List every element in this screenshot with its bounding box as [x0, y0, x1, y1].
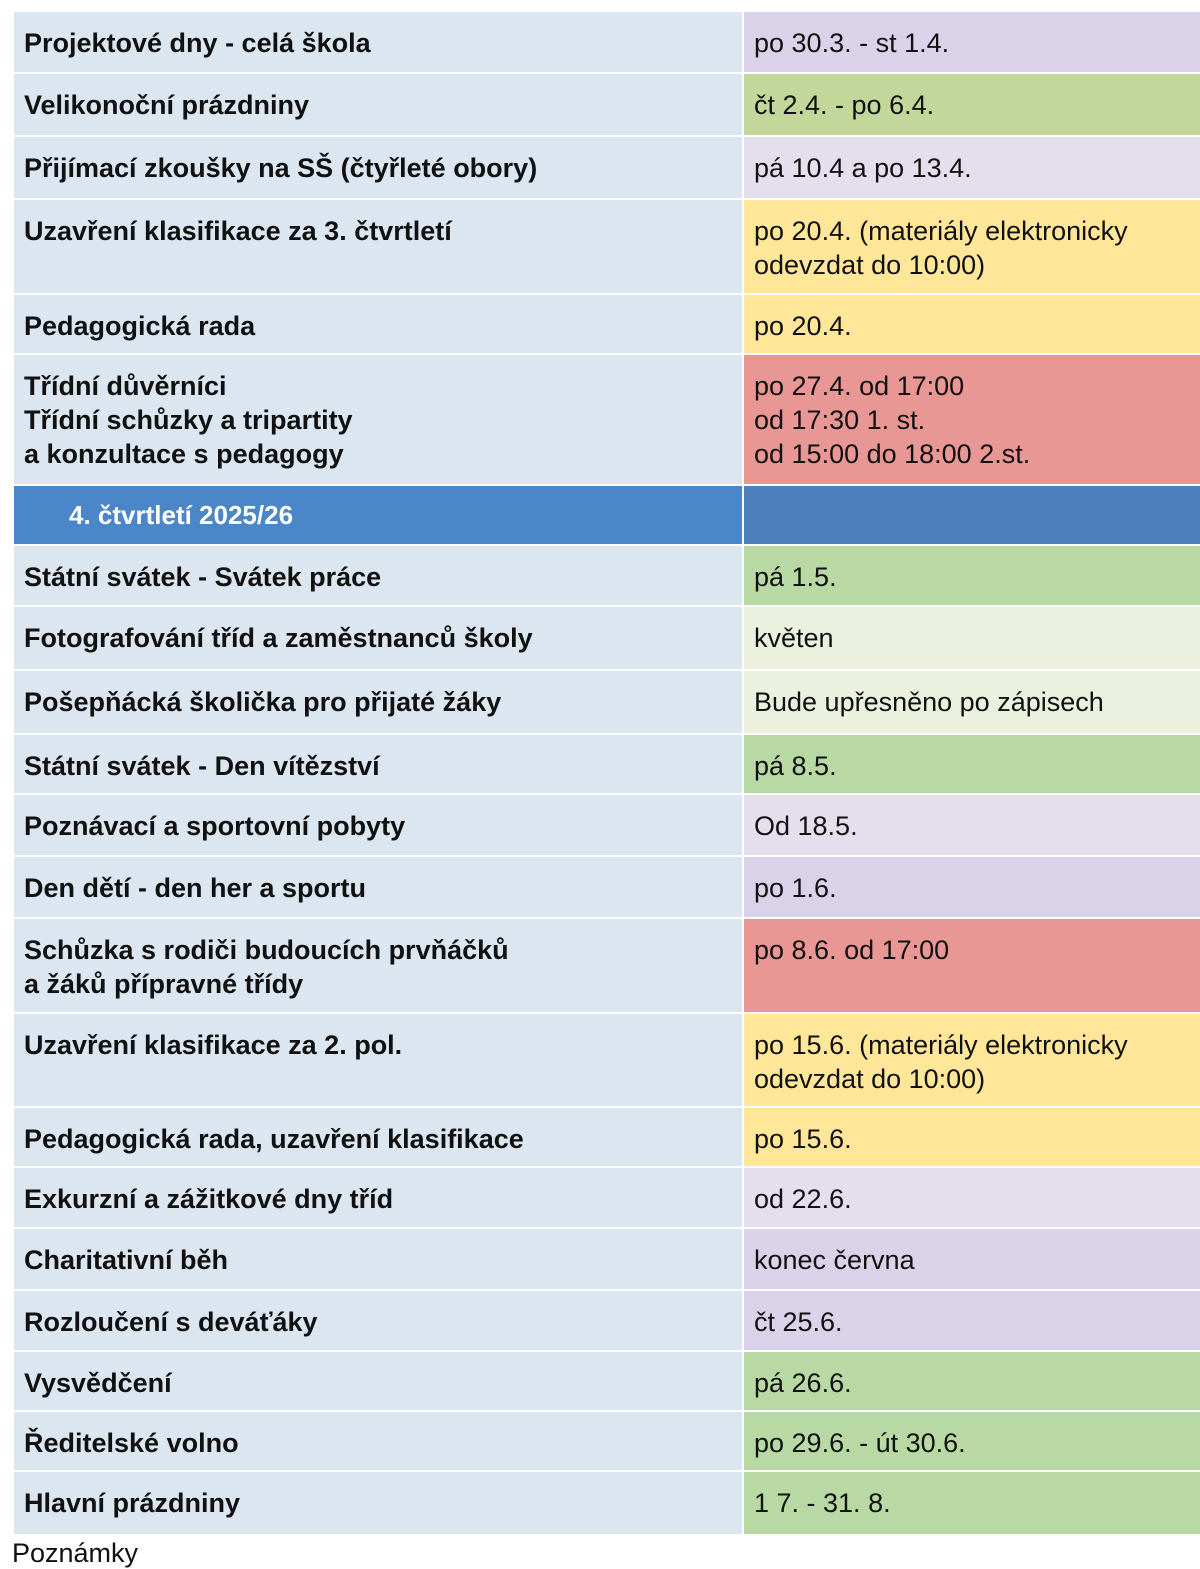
table-row	[13, 856, 1200, 918]
table-row	[13, 545, 1200, 606]
quarter-header: 4. čtvrtletí 2025/26	[13, 485, 743, 545]
event-cell: Hlavní prázdniny	[13, 1471, 743, 1535]
event-cell: Rozloučení s deváťáky	[13, 1290, 743, 1351]
table-row	[13, 354, 1200, 485]
table-row	[13, 1290, 1200, 1351]
table-row	[13, 1411, 1200, 1471]
event-cell: Charitativní běh	[13, 1228, 743, 1290]
date-cell: po 27.4. od 17:00 od 17:30 1. st. od 15:00 do 18:00 2.st.	[743, 354, 1200, 485]
date-cell: po 1.6.	[743, 856, 1200, 918]
date-cell: čt 25.6.	[743, 1290, 1200, 1351]
table-row	[13, 1013, 1200, 1107]
event-cell: Schůzka s rodiči budoucích prvňáčků a žáků přípravné třídy	[13, 918, 743, 1013]
table-row	[13, 606, 1200, 670]
event-cell: Uzavření klasifikace za 2. pol.	[13, 1013, 743, 1107]
date-cell: pá 1.5.	[743, 545, 1200, 606]
date-cell: Od 18.5.	[743, 794, 1200, 856]
date-cell: konec června	[743, 1228, 1200, 1290]
table-row	[13, 199, 1200, 294]
date-cell: květen	[743, 606, 1200, 670]
table-row	[13, 794, 1200, 856]
footer-notes-text: Poznámky	[12, 1538, 139, 1568]
table-row	[13, 1228, 1200, 1290]
event-cell: Státní svátek - Svátek práce	[13, 545, 743, 606]
school-calendar-table	[12, 10, 1200, 1536]
event-cell: Fotografování tříd a zaměstnanců školy	[13, 606, 743, 670]
table-row	[13, 1471, 1200, 1535]
date-cell: po 20.4.	[743, 294, 1200, 354]
date-cell: po 29.6. - út 30.6.	[743, 1411, 1200, 1471]
event-cell: Velikonoční prázdniny	[13, 73, 743, 136]
table-row	[13, 1107, 1200, 1167]
event-cell: Den dětí - den her a sportu	[13, 856, 743, 918]
date-cell: pá 26.6.	[743, 1351, 1200, 1411]
table-row	[13, 918, 1200, 1013]
date-cell: pá 8.5.	[743, 734, 1200, 794]
table-row	[13, 136, 1200, 199]
table-row	[13, 1351, 1200, 1411]
table-row	[13, 294, 1200, 354]
quarter-header-blank	[743, 485, 1200, 545]
event-cell: Pošepňácká školička pro přijaté žáky	[13, 670, 743, 734]
event-cell: Státní svátek - Den vítězství	[13, 734, 743, 794]
event-cell: Pedagogická rada, uzavření klasifikace	[13, 1107, 743, 1167]
date-cell: od 22.6.	[743, 1167, 1200, 1228]
date-cell: po 8.6. od 17:00	[743, 918, 1200, 1013]
event-cell: Projektové dny - celá škola	[13, 11, 743, 73]
event-cell: Vysvědčení	[13, 1351, 743, 1411]
event-cell: Pedagogická rada	[13, 294, 743, 354]
date-cell: Bude upřesněno po zápisech	[743, 670, 1200, 734]
event-cell: Třídní důvěrníci Třídní schůzky a tripartity a konzultace s pedagogy	[13, 354, 743, 485]
table-row	[13, 734, 1200, 794]
date-cell: po 20.4. (materiály elektronicky odevzdat do 10:00)	[743, 199, 1200, 294]
event-cell: Ředitelské volno	[13, 1411, 743, 1471]
event-cell: Uzavření klasifikace za 3. čtvrtletí	[13, 199, 743, 294]
date-cell: 1 7. - 31. 8.	[743, 1471, 1200, 1535]
event-cell: Exkurzní a zážitkové dny tříd	[13, 1167, 743, 1228]
table-row	[13, 1167, 1200, 1228]
event-cell: Přijímací zkoušky na SŠ (čtyřleté obory)	[13, 136, 743, 199]
date-cell: po 15.6.	[743, 1107, 1200, 1167]
date-cell: čt 2.4. - po 6.4.	[743, 73, 1200, 136]
quarter-header-row	[13, 485, 1200, 545]
date-cell: po 30.3. - st 1.4.	[743, 11, 1200, 73]
table-row	[13, 670, 1200, 734]
table-row	[13, 11, 1200, 73]
date-cell: po 15.6. (materiály elektronicky odevzdat do 10:00)	[743, 1013, 1200, 1107]
date-cell: pá 10.4 a po 13.4.	[743, 136, 1200, 199]
table-row	[13, 73, 1200, 136]
event-cell: Poznávací a sportovní pobyty	[13, 794, 743, 856]
